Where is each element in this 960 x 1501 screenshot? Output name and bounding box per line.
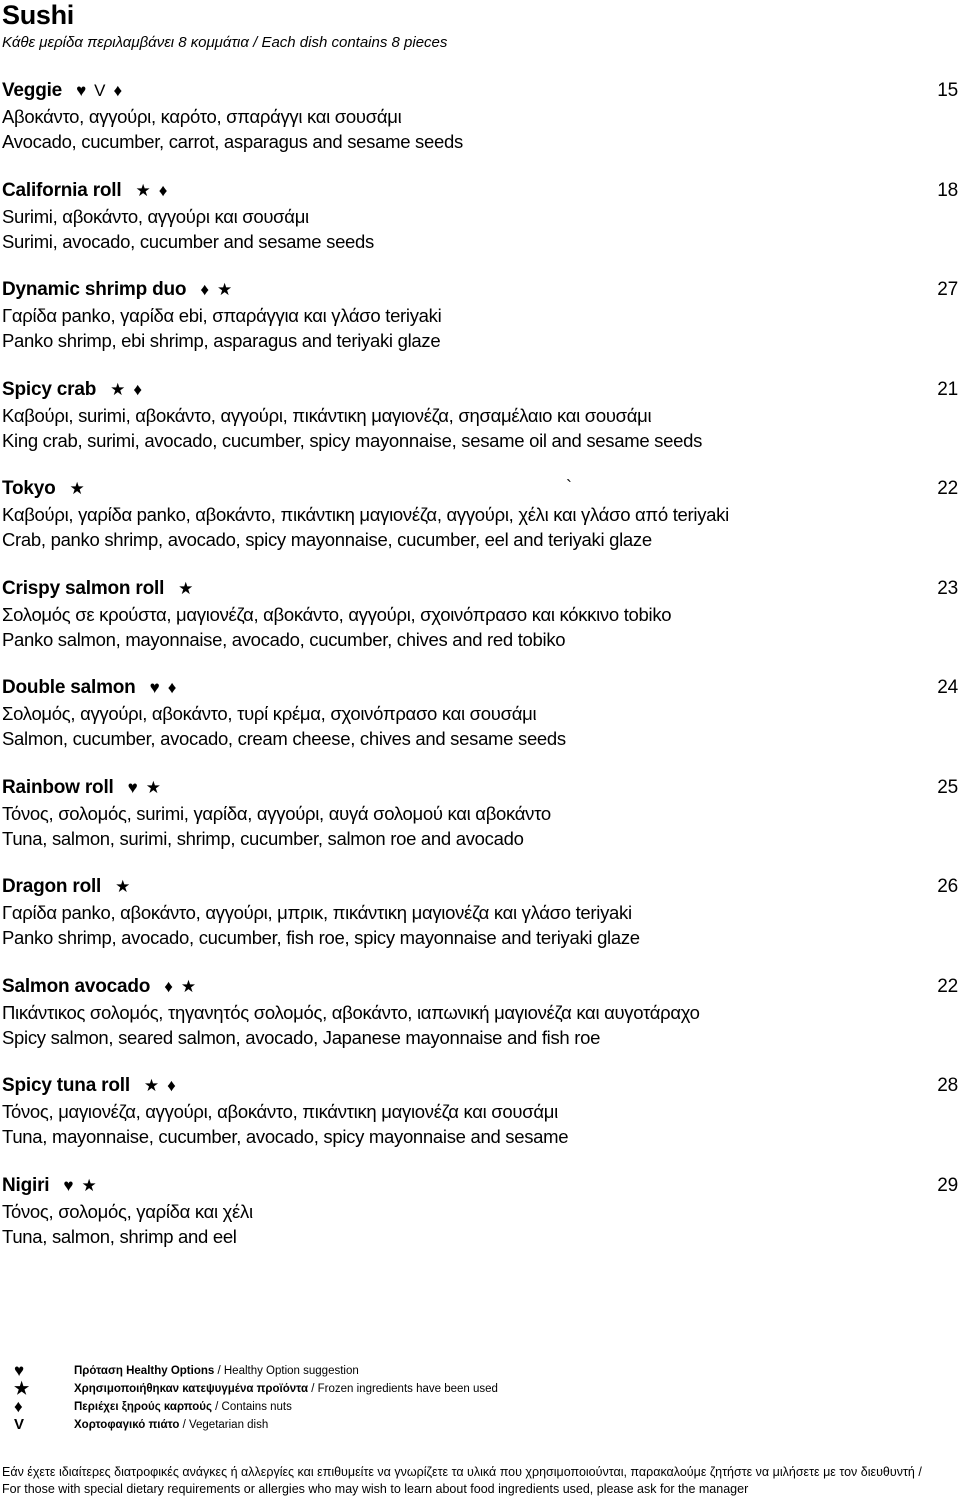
item-header bbox=[2, 377, 960, 403]
item-price: 15 bbox=[937, 80, 958, 101]
item-description-english: Tuna, salmon, surimi, shrimp, cucumber, salmon roe and avocado bbox=[2, 827, 524, 849]
item-name: Veggie bbox=[2, 80, 63, 101]
star-icon: ★ bbox=[14, 1379, 30, 1398]
vegetarian-icon: V bbox=[94, 81, 106, 100]
item-symbols bbox=[70, 476, 85, 502]
item-header bbox=[2, 277, 960, 303]
item-description-english: King crab, surimi, avocado, cucumber, spicy mayonnaise, sesame oil and sesame seeds bbox=[2, 429, 703, 451]
star-icon: ★ bbox=[143, 1076, 160, 1095]
item-description-greek: Καβούρι, γαρίδα panko, αβοκάντο, πικάντικη μαγιονέζα, αγγούρι, χέλι και γλάσο από teriyaki bbox=[2, 504, 729, 525]
item-symbols bbox=[150, 675, 177, 701]
item-description-english: Tuna, salmon, shrimp and eel bbox=[2, 1225, 237, 1247]
stray-mark: ` bbox=[566, 477, 572, 497]
diamond-icon: ♦ bbox=[200, 280, 210, 299]
star-icon: ★ bbox=[110, 379, 126, 399]
item-header bbox=[2, 775, 960, 801]
legend-label-greek: Περιέχει ξηρούς καρπούς bbox=[74, 1401, 212, 1413]
diamond-icon: ♦ bbox=[167, 1076, 176, 1095]
heart-icon: ♥ bbox=[76, 81, 87, 100]
item-description-english: Salmon, cucumber, avocado, cream cheese, chives and sesame seeds bbox=[2, 728, 566, 749]
star-icon: ★ bbox=[178, 578, 194, 598]
star-icon: ★ bbox=[145, 777, 161, 797]
menu-item bbox=[0, 476, 960, 576]
legend-label-english: / Frozen ingredients have been used bbox=[311, 1383, 498, 1395]
item-description-greek: Τόνος, σολομός, γαρίδα και χέλι bbox=[2, 1200, 253, 1222]
item-description-greek: Σολομός, αγγούρι, αβοκάντο, τυρί κρέμα, σχοινόπρασο και σουσάμι bbox=[2, 703, 537, 724]
item-description-greek: Καβούρι, surimi, αβοκάντο, αγγούρι, πικάντικη μαγιονέζα, σησαμέλαιο και σουσάμι bbox=[2, 404, 652, 426]
item-name: Dynamic shrimp duo bbox=[2, 279, 187, 300]
legend-label-greek: Χρησιμοποιήθηκαν κατεψυγμένα προϊόντα bbox=[74, 1383, 309, 1395]
item-symbols bbox=[63, 1173, 96, 1199]
star-icon: ★ bbox=[81, 1175, 97, 1195]
heart-icon: ♥ bbox=[127, 777, 138, 797]
legend bbox=[0, 1362, 960, 1434]
diamond-icon: ♦ bbox=[14, 1397, 23, 1416]
item-symbols bbox=[110, 377, 142, 403]
menu-item bbox=[0, 974, 960, 1074]
menu-item bbox=[0, 675, 960, 775]
heart-icon: ♥ bbox=[63, 1175, 74, 1195]
legend-label-greek: Πρόταση Healthy Options bbox=[74, 1365, 215, 1377]
star-icon: ★ bbox=[115, 877, 131, 896]
legend-label bbox=[74, 1380, 498, 1398]
item-description-greek: Αβοκάντο, αγγούρι, καρότο, σπαράγγι και σουσάμι bbox=[2, 106, 402, 127]
item-header bbox=[2, 874, 960, 900]
item-price: 22 bbox=[937, 975, 958, 997]
item-description-greek: Πικάντικος σολομός, τηγανητός σολομός, αβοκάντο, ιαπωνική μαγιονέζα και αυγοτάραχο bbox=[2, 1001, 700, 1023]
menu-item bbox=[0, 1073, 960, 1173]
legend-label-greek: Χορτοφαγικό πιάτο bbox=[74, 1419, 180, 1431]
footer-note: Εάν έχετε ιδιαίτερες διατροφικές ανάγκες ή αλλεργίες και επιθυμείτε να γνωρίζετε τα υλικά που χρησιμοποιούνται, παρακαλούμε ζητήστε να μιλήσετε με τον διευθυντή / For those with special dietary requirements or allergies who may wish to learn about food ingredients used, please ask for the manager bbox=[2, 1465, 922, 1496]
menu-item bbox=[0, 874, 960, 974]
item-price: 26 bbox=[937, 876, 958, 897]
item-header bbox=[2, 675, 960, 701]
item-description-greek: Γαρίδα panko, αβοκάντο, αγγούρι, μπρικ, πικάντικη μαγιονέζα και γλάσο teriyaki bbox=[2, 902, 632, 923]
star-icon: ★ bbox=[69, 479, 85, 498]
item-price: 18 bbox=[937, 179, 958, 201]
item-name: Crispy salmon roll bbox=[2, 577, 165, 599]
menu-item bbox=[0, 277, 960, 377]
star-icon: ★ bbox=[217, 280, 233, 299]
star-icon: ★ bbox=[135, 180, 151, 200]
item-symbols bbox=[200, 277, 232, 303]
item-name: Double salmon bbox=[2, 677, 136, 698]
page-subtitle: Κάθε μερίδα περιλαμβάνει 8 κομμάτια / Each dish contains 8 pieces bbox=[2, 34, 448, 51]
legend-label bbox=[74, 1398, 292, 1416]
item-symbols bbox=[115, 874, 130, 900]
item-description-english: Spicy salmon, seared salmon, avocado, Japanese mayonnaise and fish roe bbox=[2, 1026, 601, 1048]
item-price: 24 bbox=[937, 677, 958, 698]
item-description-greek: Σολομός σε κρούστα, μαγιονέζα, αβοκάντο, αγγούρι, σχοινόπρασο και κόκκινο tobiko bbox=[2, 603, 672, 625]
item-symbols bbox=[178, 576, 193, 602]
vegetarian-icon: V bbox=[14, 1416, 25, 1433]
item-price: 28 bbox=[937, 1075, 958, 1096]
legend-row bbox=[0, 1380, 960, 1398]
item-name: Rainbow roll bbox=[2, 776, 114, 798]
legend-label-english: / Contains nuts bbox=[215, 1401, 292, 1413]
item-name: Tokyo bbox=[2, 478, 56, 499]
legend-row bbox=[0, 1362, 960, 1380]
item-header bbox=[2, 178, 960, 204]
menu-item bbox=[0, 1173, 960, 1273]
menu-list bbox=[0, 78, 960, 1272]
legend-label bbox=[74, 1362, 359, 1380]
item-description-english: Panko shrimp, ebi shrimp, asparagus and teriyaki glaze bbox=[2, 330, 441, 351]
item-header bbox=[2, 78, 960, 104]
item-symbols bbox=[164, 974, 196, 1000]
item-description-greek: Surimi, αβοκάντο, αγγούρι και σουσάμι bbox=[2, 205, 309, 227]
item-symbols bbox=[144, 1073, 176, 1099]
item-description-english: Crab, panko shrimp, avocado, spicy mayonnaise, cucumber, eel and teriyaki glaze bbox=[2, 529, 652, 550]
menu-item bbox=[0, 576, 960, 676]
item-name: Spicy tuna roll bbox=[2, 1075, 130, 1096]
legend-label bbox=[74, 1416, 268, 1434]
item-symbols bbox=[128, 775, 161, 801]
item-description-english: Surimi, avocado, cucumber and sesame seeds bbox=[2, 230, 374, 252]
menu-item bbox=[0, 775, 960, 875]
diamond-icon: ♦ bbox=[133, 379, 143, 399]
item-price: 25 bbox=[937, 776, 958, 798]
menu-item bbox=[0, 78, 960, 178]
diamond-icon: ♦ bbox=[113, 81, 123, 100]
item-price: 21 bbox=[937, 378, 958, 400]
legend-label-english: / Vegetarian dish bbox=[182, 1419, 269, 1431]
item-symbols bbox=[76, 78, 122, 104]
heart-icon: ♥ bbox=[14, 1361, 25, 1380]
item-description-english: Avocado, cucumber, carrot, asparagus and sesame seeds bbox=[2, 131, 463, 152]
item-description-greek: Τόνος, σολομός, surimi, γαρίδα, αγγούρι, αυγά σολομού και αβοκάντο bbox=[2, 802, 551, 824]
item-header bbox=[2, 476, 960, 502]
item-name: Spicy crab bbox=[2, 378, 97, 400]
diamond-icon: ♦ bbox=[167, 678, 177, 697]
item-symbols bbox=[135, 178, 167, 204]
item-description-english: Panko shrimp, avocado, cucumber, fish roe, spicy mayonnaise and teriyaki glaze bbox=[2, 927, 640, 948]
item-name: California roll bbox=[2, 179, 122, 201]
legend-row bbox=[0, 1416, 960, 1434]
item-header bbox=[2, 974, 960, 1000]
diamond-icon: ♦ bbox=[164, 976, 173, 996]
legend-row bbox=[0, 1398, 960, 1416]
item-name: Dragon roll bbox=[2, 876, 102, 897]
menu-item bbox=[0, 377, 960, 477]
page-title: Sushi bbox=[2, 0, 75, 30]
diamond-icon: ♦ bbox=[158, 180, 168, 200]
item-price: 27 bbox=[937, 279, 958, 300]
item-header bbox=[2, 576, 960, 602]
item-name: Salmon avocado bbox=[2, 975, 151, 997]
item-description-greek: Τόνος, μαγιονέζα, αγγούρι, αβοκάντο, πικάντικη μαγιονέζα και σουσάμι bbox=[2, 1101, 558, 1122]
item-description-english: Tuna, mayonnaise, cucumber, avocado, spicy mayonnaise and sesame bbox=[2, 1126, 569, 1147]
item-description-english: Panko salmon, mayonnaise, avocado, cucumber, chives and red tobiko bbox=[2, 628, 566, 650]
item-name: Nigiri bbox=[2, 1174, 50, 1196]
heart-icon: ♥ bbox=[149, 678, 160, 697]
item-price: 22 bbox=[937, 478, 958, 499]
legend-label-english: / Healthy Option suggestion bbox=[217, 1365, 359, 1377]
item-header bbox=[2, 1173, 960, 1199]
star-icon: ★ bbox=[180, 976, 197, 996]
item-header bbox=[2, 1073, 960, 1099]
item-price: 29 bbox=[937, 1174, 958, 1196]
menu-item bbox=[0, 178, 960, 278]
item-price: 23 bbox=[937, 577, 958, 599]
item-description-greek: Γαρίδα panko, γαρίδα ebi, σπαράγγια και γλάσο teriyaki bbox=[2, 305, 442, 326]
